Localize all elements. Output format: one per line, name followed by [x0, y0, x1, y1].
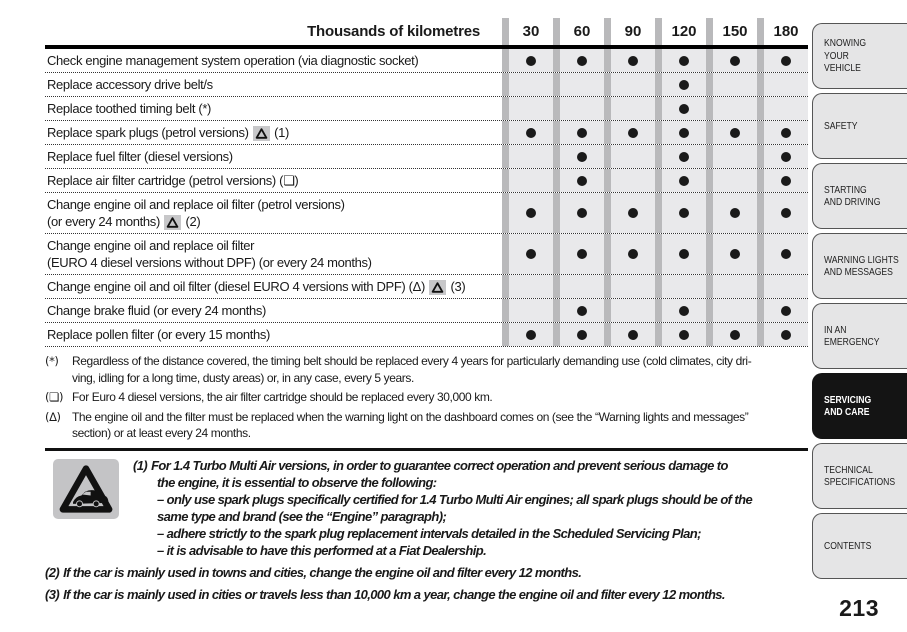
note-3-prefix: (3): [45, 586, 60, 602]
sidebar-tab-label: SAFETY: [824, 119, 858, 132]
service-dot-icon: [526, 330, 536, 340]
interval-cell: [757, 73, 808, 96]
footnote-text: The engine oil and the filter must be replaced when the warning light on the dashboard comes on (see the “Warning lights and messages” section) or at least every 24 months.: [72, 409, 749, 440]
interval-cell: [706, 193, 757, 233]
column-header: [757, 18, 808, 45]
sidebar-tab[interactable]: [812, 513, 907, 579]
service-schedule-table: [45, 18, 808, 347]
interval-cell: [604, 299, 655, 322]
interval-cell: [502, 323, 553, 346]
task-label-cell: [45, 145, 502, 168]
table-row: [45, 145, 808, 169]
sidebar-tab[interactable]: [812, 163, 907, 229]
interval-cell: [553, 275, 604, 298]
interval-cell: [553, 145, 604, 168]
interval-cell: [604, 169, 655, 192]
interval-cell: [655, 275, 706, 298]
column-header: [655, 18, 706, 45]
service-dot-icon: [781, 249, 791, 259]
service-dot-icon: [628, 208, 638, 218]
interval-cell: [553, 323, 604, 346]
table-row: [45, 169, 808, 193]
service-dot-icon: [577, 176, 587, 186]
interval-cell: [604, 97, 655, 120]
task-label: Replace accessory drive belt/s: [47, 77, 213, 92]
warning-triangle-icon: [164, 215, 181, 230]
service-dot-icon: [577, 128, 587, 138]
table-row: [45, 121, 808, 145]
sidebar-tab-label: SERVICING AND CARE: [824, 393, 872, 418]
sidebar-tab[interactable]: [812, 93, 907, 159]
interval-cell: [502, 169, 553, 192]
warning-triangle-icon: [429, 280, 446, 295]
table-row: [45, 234, 808, 275]
note-3: [45, 586, 808, 603]
service-dot-icon: [577, 152, 587, 162]
column-header: [604, 18, 655, 45]
service-dot-icon: [679, 80, 689, 90]
warning-triangle-icon: [253, 126, 270, 141]
service-dot-icon: [577, 208, 587, 218]
service-dot-icon: [781, 128, 791, 138]
footnote-symbol: (❏): [45, 390, 64, 404]
column-header-label: 60: [573, 23, 591, 40]
interval-cell: [655, 299, 706, 322]
sidebar-tab[interactable]: [812, 23, 907, 89]
service-dot-icon: [577, 249, 587, 259]
interval-cell: [502, 299, 553, 322]
task-label-cell: [45, 234, 502, 274]
interval-cell: [655, 121, 706, 144]
service-dot-icon: [526, 128, 536, 138]
header-label-cell: [45, 18, 502, 45]
table-row: [45, 299, 808, 323]
task-label-cell: [45, 275, 502, 298]
interval-cell: [757, 323, 808, 346]
task-label: Change engine oil and replace oil filter (petrol versions) (or every 24 months) (2): [47, 197, 345, 229]
column-header: [706, 18, 757, 45]
service-dot-icon: [679, 56, 689, 66]
sidebar-tab-label: IN AN EMERGENCY: [824, 323, 880, 348]
footnote: [45, 353, 808, 386]
service-dot-icon: [679, 306, 689, 316]
interval-cell: [502, 145, 553, 168]
task-label-cell: [45, 299, 502, 322]
interval-cell: [655, 169, 706, 192]
service-dot-icon: [679, 104, 689, 114]
service-dot-icon: [577, 306, 587, 316]
note-2-prefix: (2): [45, 564, 60, 580]
interval-cell: [553, 193, 604, 233]
interval-cell: [757, 145, 808, 168]
task-label: Replace toothed timing belt (*): [47, 101, 212, 116]
interval-cell: [655, 193, 706, 233]
task-label-cell: [45, 193, 502, 233]
interval-cell: [604, 323, 655, 346]
section-divider: [45, 448, 808, 451]
service-dot-icon: [730, 249, 740, 259]
interval-cell: [706, 323, 757, 346]
interval-cell: [757, 97, 808, 120]
interval-cell: [604, 275, 655, 298]
interval-cell: [757, 299, 808, 322]
service-dot-icon: [781, 176, 791, 186]
interval-cell: [553, 49, 604, 72]
service-dot-icon: [679, 330, 689, 340]
task-label: Change engine oil and replace oil filter (EURO 4 diesel versions without DPF) (or every 24 months): [47, 238, 372, 270]
task-label-cell: [45, 73, 502, 96]
service-dot-icon: [730, 56, 740, 66]
interval-cell: [706, 275, 757, 298]
interval-cell: [553, 234, 604, 274]
service-dot-icon: [730, 330, 740, 340]
interval-cell: [604, 193, 655, 233]
interval-cell: [706, 73, 757, 96]
interval-cell: [604, 49, 655, 72]
sidebar-tab-label: CONTENTS: [824, 539, 872, 552]
task-label: Change brake fluid (or every 24 months): [47, 303, 267, 318]
task-label: Replace air filter cartridge (petrol versions) (❏): [47, 173, 299, 188]
interval-cell: [502, 193, 553, 233]
sidebar-tab[interactable]: [812, 233, 907, 299]
column-header-label: 180: [773, 23, 799, 40]
interval-cell: [706, 97, 757, 120]
interval-cell: [604, 73, 655, 96]
table-title: Thousands of kilometres: [307, 23, 480, 40]
task-label: Check engine management system operation (via diagnostic socket): [47, 53, 419, 68]
interval-cell: [655, 97, 706, 120]
interval-cell: [706, 299, 757, 322]
task-label-cell: [45, 169, 502, 192]
column-header-label: 90: [624, 23, 642, 40]
section-tabs-sidebar: [812, 23, 907, 579]
interval-cell: [502, 121, 553, 144]
service-dot-icon: [781, 208, 791, 218]
sidebar-tab-label: STARTING AND DRIVING: [824, 183, 881, 208]
interval-cell: [553, 299, 604, 322]
footnote-text: Regardless of the distance covered, the timing belt should be replaced every 4 years for particularly demanding use (cold climates, city dri- ving, idling for a long time, dusty areas) or, in any case, every 5 years.: [72, 354, 752, 385]
note-2-text: If the car is mainly used in towns and cities, change the engine oil and filter every 12 months.: [63, 564, 582, 580]
interval-cell: [757, 193, 808, 233]
interval-cell: [655, 323, 706, 346]
service-dot-icon: [577, 330, 587, 340]
service-dot-icon: [781, 306, 791, 316]
interval-cell: [757, 121, 808, 144]
interval-cell: [757, 234, 808, 274]
main-content: [45, 18, 808, 603]
service-dot-icon: [526, 56, 536, 66]
sidebar-tab-label: WARNING LIGHTS AND MESSAGES: [824, 253, 899, 278]
service-dot-icon: [679, 176, 689, 186]
service-dot-icon: [628, 249, 638, 259]
service-dot-icon: [781, 56, 791, 66]
task-label-cell: [45, 323, 502, 346]
interval-cell: [502, 97, 553, 120]
interval-cell: [553, 73, 604, 96]
footnotes-block: [45, 353, 808, 442]
interval-cell: [655, 73, 706, 96]
footnote-symbol: (*): [45, 354, 59, 368]
task-label: Replace pollen filter (or every 15 months): [47, 327, 271, 342]
note-3-text: If the car is mainly used in cities or travels less than 10,000 km a year, change the engine oil and filter every 12 months.: [63, 586, 725, 602]
service-dot-icon: [526, 208, 536, 218]
column-header-label: 150: [722, 23, 748, 40]
interval-cell: [604, 121, 655, 144]
task-label-cell: [45, 97, 502, 120]
interval-cell: [553, 121, 604, 144]
service-dot-icon: [679, 152, 689, 162]
table-row: [45, 73, 808, 97]
footnote: [45, 389, 808, 406]
interval-cell: [757, 49, 808, 72]
task-label: Replace spark plugs (petrol versions) (1): [47, 125, 290, 140]
task-label-cell: [45, 121, 502, 144]
interval-cell: [706, 145, 757, 168]
service-dot-icon: [679, 249, 689, 259]
task-label: Change engine oil and oil filter (diesel EURO 4 versions with DPF) (Δ) (3): [47, 279, 466, 294]
service-dot-icon: [526, 249, 536, 259]
sidebar-tab[interactable]: [812, 373, 907, 439]
sidebar-tab-label: TECHNICAL SPECIFICATIONS: [824, 463, 896, 488]
interval-cell: [655, 145, 706, 168]
note-1: [45, 457, 808, 559]
note-2: [45, 564, 808, 581]
interval-cell: [502, 73, 553, 96]
table-row: [45, 49, 808, 73]
service-dot-icon: [781, 152, 791, 162]
interval-cell: [706, 234, 757, 274]
column-header: [553, 18, 604, 45]
interval-cell: [502, 234, 553, 274]
interval-cell: [502, 275, 553, 298]
service-dot-icon: [628, 128, 638, 138]
table-row: [45, 275, 808, 299]
service-dot-icon: [781, 330, 791, 340]
footnote-text: For Euro 4 diesel versions, the air filter cartridge should be replaced every 30,000 km.: [72, 390, 493, 404]
interval-cell: [757, 169, 808, 192]
footnote-symbol: (Δ): [45, 409, 61, 424]
note-1-text: (1) For 1.4 Turbo Multi Air versions, in order to guarantee correct operation and prevent serious damage to the engine, it is essential to observe the following: – only use spark plugs specifically certified for 1.4 Turbo Multi Air engines; all spark plugs should be of the same type and brand (see the “Engine” paragraph); – adhere strictly to the spark plug replacement intervals detailed in the Scheduled Servicing Plan; – it is advisable to have this performed at a Fiat Dealership.: [133, 457, 753, 558]
table-row: [45, 323, 808, 347]
interval-cell: [706, 121, 757, 144]
service-dot-icon: [730, 128, 740, 138]
interval-cell: [553, 169, 604, 192]
footnote: [45, 409, 808, 442]
interval-cell: [553, 97, 604, 120]
column-header-label: 30: [522, 23, 540, 40]
notes-block: [45, 457, 808, 603]
interval-cell: [706, 169, 757, 192]
car-warning-icon: [53, 459, 119, 519]
task-label: Replace fuel filter (diesel versions): [47, 149, 233, 164]
interval-cell: [502, 49, 553, 72]
column-header-label: 120: [671, 23, 697, 40]
table-header-row: [45, 18, 808, 45]
task-label-cell: [45, 49, 502, 72]
interval-cell: [706, 49, 757, 72]
service-dot-icon: [577, 56, 587, 66]
service-dot-icon: [628, 330, 638, 340]
interval-cell: [655, 49, 706, 72]
column-header: [502, 18, 553, 45]
interval-cell: [757, 275, 808, 298]
page-number: 213: [839, 595, 879, 621]
interval-cell: [604, 234, 655, 274]
interval-cell: [655, 234, 706, 274]
table-row: [45, 193, 808, 234]
table-body: [45, 49, 808, 347]
service-dot-icon: [730, 208, 740, 218]
sidebar-tab-label: KNOWING YOUR VEHICLE: [824, 37, 867, 75]
service-dot-icon: [679, 128, 689, 138]
table-row: [45, 97, 808, 121]
sidebar-tab[interactable]: [812, 303, 907, 369]
interval-cell: [604, 145, 655, 168]
sidebar-tab[interactable]: [812, 443, 907, 509]
service-dot-icon: [679, 208, 689, 218]
service-dot-icon: [628, 56, 638, 66]
